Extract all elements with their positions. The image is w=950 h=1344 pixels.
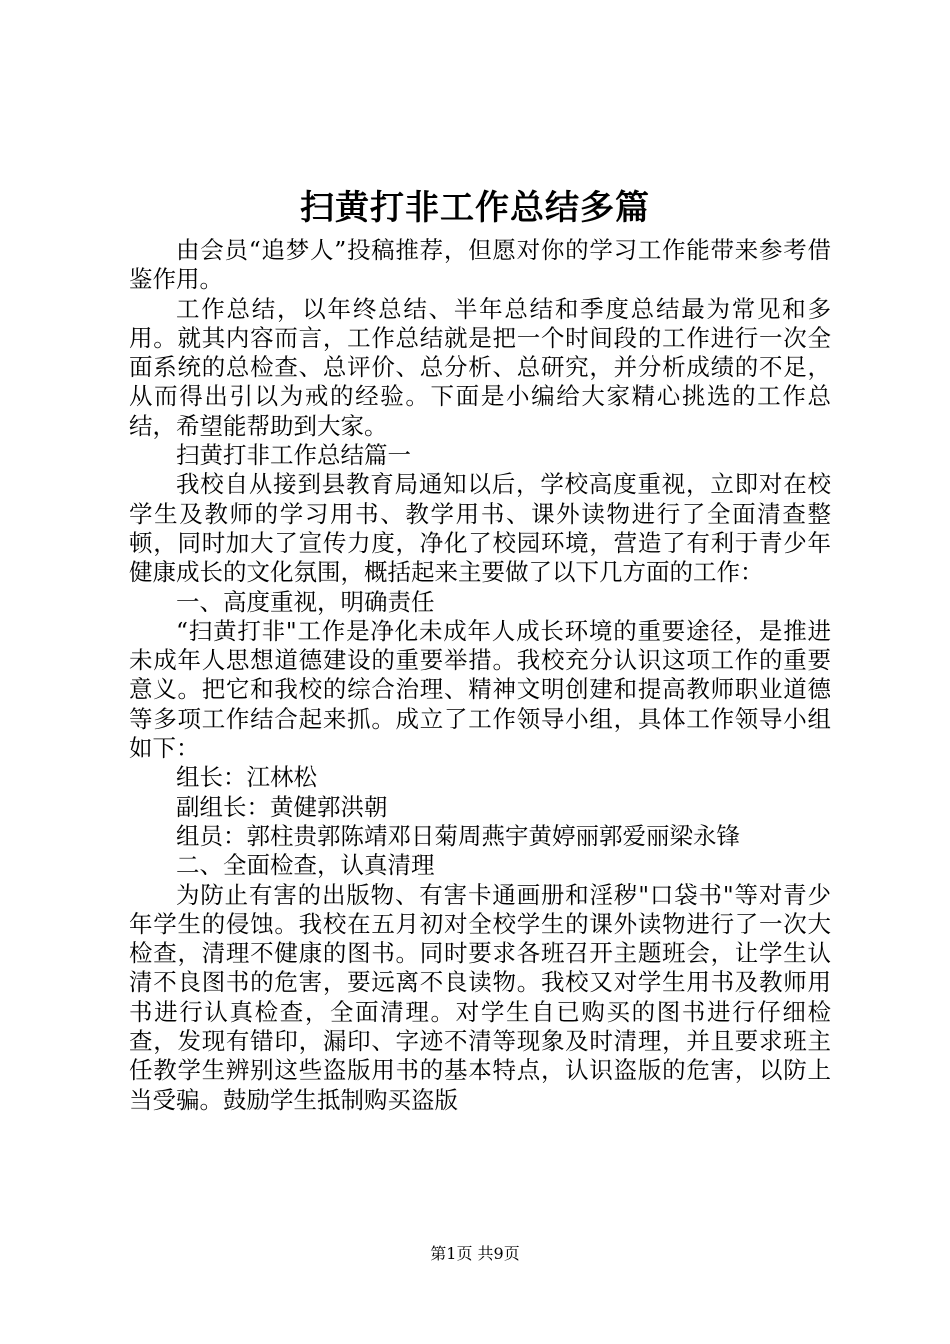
leader-line: 组长：江林松 (176, 763, 317, 792)
deputy-leader-line: 副组长：黄健郭洪朝 (176, 792, 388, 821)
subheading: 一、高度重视，明确责任 (176, 587, 435, 616)
page-number-footer: 第1页 共9页 (430, 1244, 520, 1263)
body-paragraph: 我校自从接到县教育局通知以后，学校高度重视，立即对在校学生及教师的学习用书、教学用书、课外读物进行了全面清查整顿，同时加大了宣传力度，净化了校园环境，营造了有利于青少年健康成长的文化氛围，概括起来主要做了以下几方面的工作： (129, 470, 831, 587)
members-line: 组员：郭柱贵郭陈靖邓日菊周燕宇黄婷丽郭爱丽梁永锋 (176, 821, 740, 850)
document-body (129, 236, 831, 1115)
intro-paragraph: 由会员“追梦人”投稿推荐，但愿对你的学习工作能带来参考借鉴作用。 (129, 236, 831, 294)
summary-definition-paragraph: 工作总结，以年终总结、半年总结和季度总结最为常见和多用。就其内容而言，工作总结就是把一个时间段的工作进行一次全面系统的总检查、总评价、总分析、总研究，并分析成绩的不足，从而得出引以为戒的经验。下面是小编给大家精心挑选的工作总结，希望能帮助到大家。 (129, 294, 831, 440)
section-heading: 扫黄打非工作总结篇一 (176, 441, 411, 470)
document-title: 扫黄打非工作总结多篇 (300, 188, 650, 228)
body-paragraph: 为防止有害的出版物、有害卡通画册和淫秽"口袋书"等对青少年学生的侵蚀。我校在五月初对全校学生的课外读物进行了一次大检查，清理不健康的图书。同时要求各班召开主题班会，让学生认清不良图书的危害，要远离不良读物。我校又对学生用书及教师用书进行认真检查，全面清理。对学生自已购买的图书进行仔细检查，发现有错印，漏印、字迹不清等现象及时清理，并且要求班主任教学生辨别这些盗版用书的基本特点，认识盗版的危害，以防上当受骗。鼓励学生抵制购买盗版 (129, 880, 831, 1114)
body-paragraph: “扫黄打非"工作是净化未成年人成长环境的重要途径，是推进未成年人思想道德建设的重要举措。我校充分认识这项工作的重要意义。把它和我校的综合治理、精神文明创建和提高教师职业道德等多项工作结合起来抓。成立了工作领导小组，具体工作领导小组如下： (129, 616, 831, 763)
subheading: 二、全面检查，认真清理 (176, 851, 435, 880)
